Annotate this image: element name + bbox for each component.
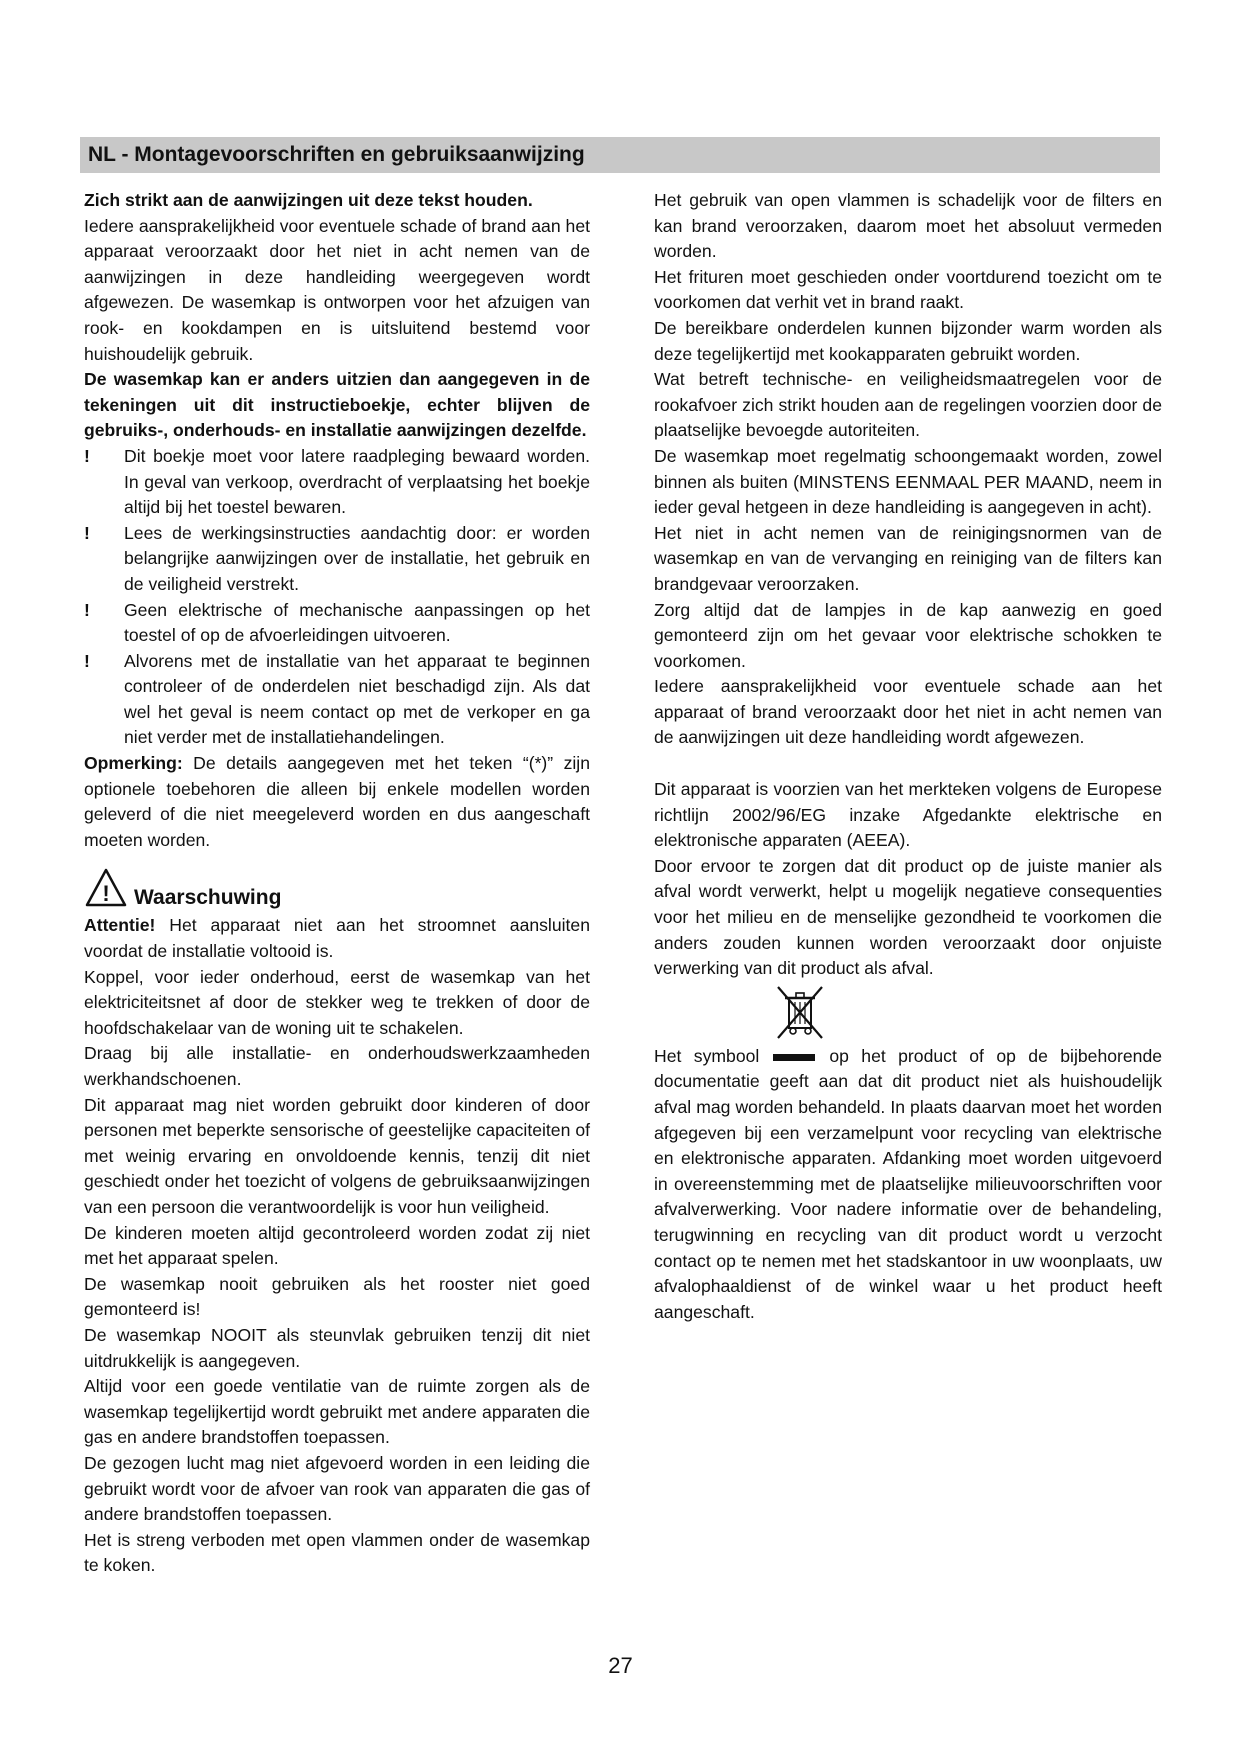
attention-text: Het apparaat niet aan het stroomnet aansluiten voordat de installatie voltooid is. [84, 915, 590, 962]
remark-text: De details aangegeven met het teken “(*)” zijn optionele toebehoren die alleen bij enkele modellen worden geleverd of die niet meegeleverd worden en dus aangeschaft moeten worden. [84, 753, 590, 850]
paragraph: Het is streng verboden met open vlammen onder de wasemkap te koken. [84, 1529, 590, 1576]
paragraph: Het niet in acht nemen van de reinigingsnormen van de wasemkap en van de vervanging en reiniging van de filters kan brandgevaar veroorzaken. [654, 522, 1162, 594]
underline-bar-icon [773, 1054, 815, 1061]
section-header [80, 137, 1160, 173]
weee-paragraph: Door ervoor te zorgen dat dit product op de juiste manier als afval wordt verwerkt, helpt u mogelijk negatieve consequenties voor het milieu en de menselijke gezondheid te voorkomen die anders zouden kunnen worden veroorzaakt door onjuiste verwerking van dit product als afval. [654, 855, 1162, 979]
warning-icon-glyph: ! [102, 881, 110, 907]
paragraph: De gezogen lucht mag niet afgevoerd worden in een leiding die gebruikt wordt voor de afvoer van rook van apparaten die gas of andere brandstoffen toepassen. [84, 1452, 590, 1525]
bullet-item [84, 649, 590, 751]
paragraph: De kinderen moeten altijd gecontroleerd worden zodat zij niet met het apparaat spelen. [84, 1222, 590, 1269]
right-column [654, 188, 1162, 1325]
bullet-mark: ! [84, 599, 90, 620]
paragraph: Draag bij alle installatie- en onderhoudswerkzaamheden werkhandschoenen. [84, 1043, 590, 1089]
warning-triangle-icon [84, 867, 128, 909]
remark [84, 751, 590, 853]
bullet-item [84, 598, 590, 649]
paragraph: De wasemkap nooit gebruiken als het rooster niet goed gemonteerd is! [84, 1273, 590, 1320]
paragraph: De wasemkap NOOIT als steunvlak gebruiken tenzij dit niet uitdrukkelijk is aangegeven. [84, 1324, 590, 1371]
bullet-item [84, 444, 590, 521]
intro-heading: Zich strikt aan de aanwijzingen uit deze tekst houden. [84, 190, 533, 210]
warning-title: Waarschuwing [134, 886, 282, 910]
paragraph: Zorg altijd dat de lampjes in de kap aanwezig en goed gemonteerd zijn om het gevaar voor elektrische schokken te voorkomen. [654, 599, 1162, 671]
section-title: NL - Montagevoorschriften en gebruiksaanwijzing [88, 143, 585, 166]
remark-label: Opmerking: [84, 753, 183, 774]
weee-icon-row [654, 982, 1162, 1044]
bullet-mark: ! [84, 650, 90, 671]
bullet-text: Lees de werkingsinstructies aandachtig door: er worden belangrijke aanwijzingen over de installatie, het gebruik en de veiligheid verstrekt. [124, 522, 590, 594]
paragraph: Het gebruik van open vlammen is schadelijk voor de filters en kan brand veroorzaken, daarom moet het absoluut vermeden worden. [654, 190, 1162, 262]
paragraph: Het frituren moet geschieden onder voortdurend toezicht om te voorkomen dat verhit vet in brand raakt. [654, 266, 1162, 313]
bullet-mark: ! [84, 522, 90, 543]
symbol-paragraph [654, 1044, 1162, 1326]
paragraph: De wasemkap moet regelmatig schoongemaakt worden, zowel binnen als buiten (MINSTENS EENMAAL PER MAAND, neem in ieder geval hetgeen in deze handleiding is aangegeven in acht). [654, 445, 1162, 518]
bullet-mark: ! [84, 445, 90, 466]
paragraph: Dit apparaat mag niet worden gebruikt door kinderen of door personen met beperkte sensorische of geestelijke capaciteiten of met weinig ervaring en onvoldoende kennis, tenzij dit niet geschiedt onder het toezicht of volgens de gebruiksaanwijzingen van een persoon die verantwoordelijk is voor hun veiligheid. [84, 1094, 590, 1217]
warning-heading [84, 867, 590, 913]
weee-paragraph: Dit apparaat is voorzien van het merkteken volgens de Europese richtlijn 2002/96/EG inzake Afgedankte elektrische en elektronische apparaten (AEEA). [654, 779, 1162, 851]
paragraph: Koppel, voor ieder onderhoud, eerst de wasemkap van het elektriciteitsnet af door de stekker weg te trekken of door de hoofdschakelaar van de woning uit te schakelen. [84, 966, 590, 1038]
page-number: 27 [608, 1653, 633, 1678]
bullet-item [84, 521, 590, 598]
paragraph: Iedere aansprakelijkheid voor eventuele schade aan het apparaat of brand veroorzaakt door het niet in acht nemen van de aanwijzingen uit deze handleiding wordt afgewezen. [654, 676, 1162, 748]
bullet-text: Dit boekje moet voor latere raadpleging bewaard worden. In geval van verkoop, overdracht of verplaatsing het boekje altijd bij het toestel bewaren. [124, 445, 590, 518]
symbol-after: op het product of op de bijbehorende documentatie geeft aan dat dit product niet als huishoudelijk afval mag worden behandeld. In plaats daarvan moet het worden afgegeven bij een verzamelpunt voor recycling van elektrische en elektronische apparaten. Afdanking moet worden uitgevoerd in overeenstemming met de plaatselijke milieuvoorschriften voor afvalverwerking. Voor nadere informatie over de behandeling, terugwinning en recycling van dit product wordt u verzocht contact op te nemen met het stadskantoor in uw woonplaats, uw afvalophaaldienst of de winkel waar u het product heeft aangeschaft. [654, 1045, 1163, 1322]
appearance-note: De wasemkap kan er anders uitzien dan aangegeven in de tekeningen uit dit instructieboekje, echter blijven de gebruiks-, onderhouds- en installatie aanwijzingen dezelfde. [84, 369, 590, 441]
intro-text: Iedere aansprakelijkheid voor eventuele schade of brand aan het apparaat veroorzaakt door het niet in acht nemen van de aanwijzingen in deze handleiding weergegeven wordt afgewezen. De wasemkap is ontworpen voor het afzuigen van rook- en kookdampen en is uitsluitend bestemd voor huishoudelijk gebruik. [84, 215, 590, 364]
symbol-before: Het symbool [654, 1045, 760, 1066]
paragraph: Wat betreft technische- en veiligheidsmaatregelen voor de rookafvoer zich strikt houden aan de regelingen voorzien door de plaatselijke bevoegde autoriteiten. [654, 369, 1162, 441]
crossed-bin-icon [772, 984, 828, 1042]
paragraph: De bereikbare onderdelen kunnen bijzonder warm worden als deze tegelijkertijd met kookapparaten gebruikt worden. [654, 317, 1162, 364]
paragraph: Altijd voor een goede ventilatie van de ruimte zorgen als de wasemkap tegelijkertijd wordt gebruikt met andere apparaten die gas en andere brandstoffen toepassen. [84, 1376, 590, 1448]
spacer [654, 751, 1162, 777]
bullet-text: Alvorens met de installatie van het apparaat te beginnen controleer of de onderdelen niet beschadigd zijn. Als dat wel het geval is neem contact op met de verkoper en ga niet verder met de installatiehandelingen. [124, 650, 590, 748]
attention-label: Attentie! [84, 915, 156, 936]
left-column [84, 188, 590, 1579]
bullet-text: Geen elektrische of mechanische aanpassingen op het toestel of op de afvoerleidingen uitvoeren. [124, 599, 590, 646]
attention [84, 913, 590, 964]
